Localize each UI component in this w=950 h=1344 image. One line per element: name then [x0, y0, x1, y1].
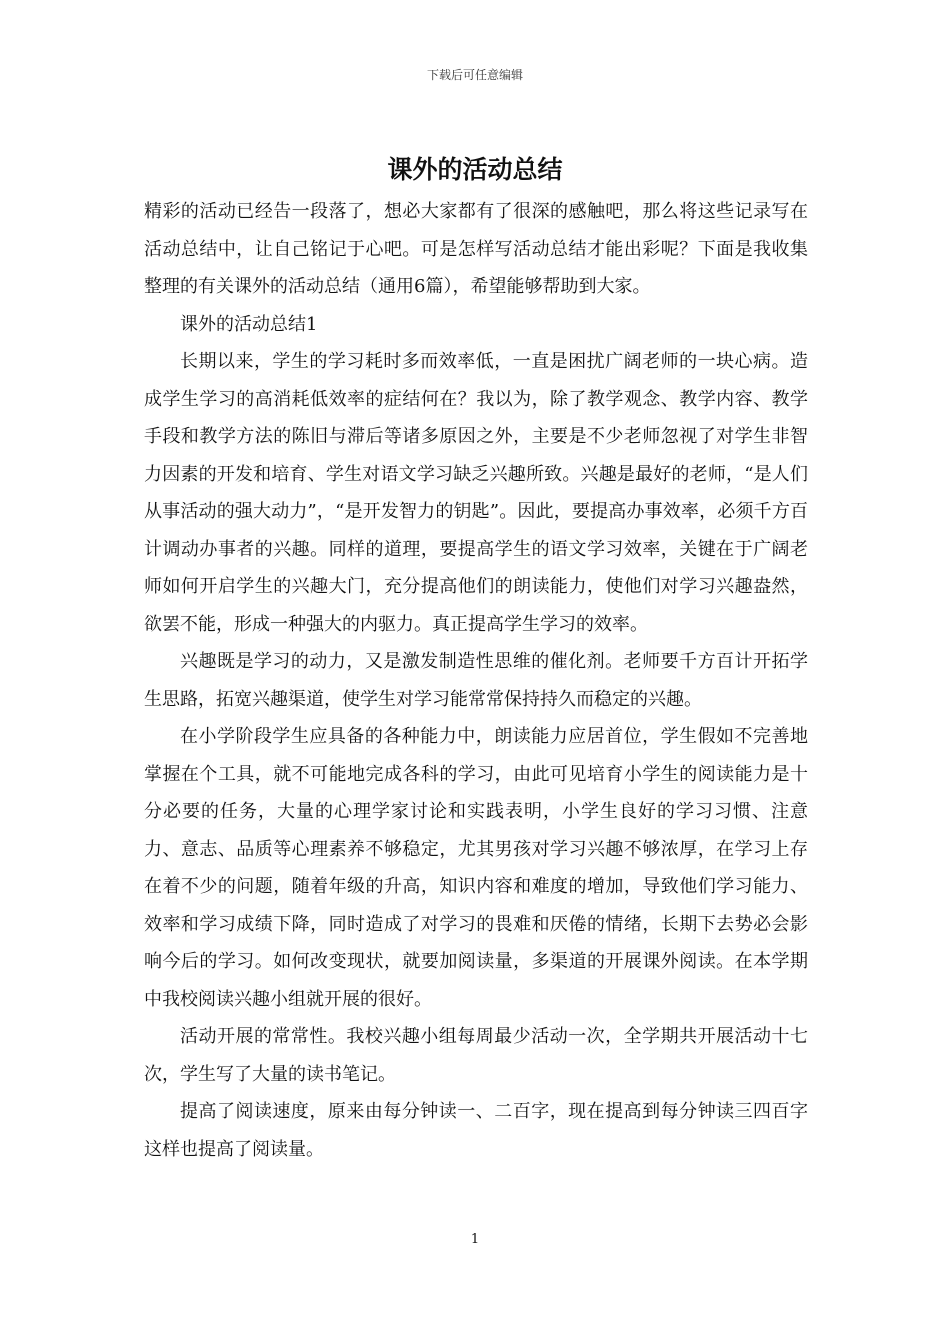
header-note: 下载后可任意编辑 — [426, 68, 523, 82]
body-paragraph: 活动开展的常常性。我校兴趣小组每周最少活动一次，全学期共开展活动十七次，学生写了大量的读书笔记。 — [144, 1026, 808, 1085]
document-title: 课外的活动总结 — [387, 155, 563, 184]
document-body — [144, 193, 808, 1168]
body-paragraph: 兴趣既是学习的动力，又是激发制造性思维的催化剂。老师要千方百计开拓学生思路，拓宽兴趣渠道，使学生对学习能常常保持持久而稳定的兴趣。 — [144, 651, 808, 710]
page-number: 1 — [470, 1232, 480, 1247]
section-heading: 课外的活动总结1 — [180, 313, 318, 335]
intro-paragraph: 精彩的活动已经告一段落了，想必大家都有了很深的感触吧，那么将这些记录写在活动总结中，让自己铭记于心吧。可是怎样写活动总结才能出彩呢？下面是我收集整理的有关课外的活动总结（通用6篇），希望能够帮助到大家。 — [144, 201, 808, 297]
body-paragraph: 提高了阅读速度，原来由每分钟读一、二百字，现在提高到每分钟读三四百字这样也提高了阅读量。 — [144, 1101, 808, 1160]
body-paragraph: 在小学阶段学生应具备的各种能力中，朗读能力应居首位，学生假如不完善地掌握在个工具，就不可能地完成各科的学习，由此可见培育小学生的阅读能力是十分必要的任务，大量的心理学家讨论和实践表明，小学生良好的学习习惯、注意力、意志、品质等心理素养不够稳定，尤其男孩对学习兴趣不够浓厚，在学习上存在着不少的问题，随着年级的升高，知识内容和难度的增加，导致他们学习能力、效率和学习成绩下降，同时造成了对学习的畏难和厌倦的情绪，长期下去势必会影响今后的学习。如何改变现状，就要加阅读量，多渠道的开展课外阅读。在本学期中我校阅读兴趣小组就开展的很好。 — [144, 726, 808, 1010]
body-paragraph: 长期以来，学生的学习耗时多而效率低，一直是困扰广阔老师的一块心病。造成学生学习的高消耗低效率的症结何在？我以为，除了教学观念、教学内容、教学手段和教学方法的陈旧与滞后等诸多原因之外，主要是不少老师忽视了对学生非智力因素的开发和培育、学生对语文学习缺乏兴趣所致。兴趣是最好的老师，“是人们从事活动的强大动力”，“是开发智力的钥匙”。因此，要提高办事效率，必须千方百计调动办事者的兴趣。同样的道理，要提高学生的语文学习效率，关键在于广阔老师如何开启学生的兴趣大门，充分提高他们的朗读能力，使他们对学习兴趣盎然，欲罢不能，形成一种强大的内驱力。真正提高学生学习的效率。 — [144, 351, 808, 635]
